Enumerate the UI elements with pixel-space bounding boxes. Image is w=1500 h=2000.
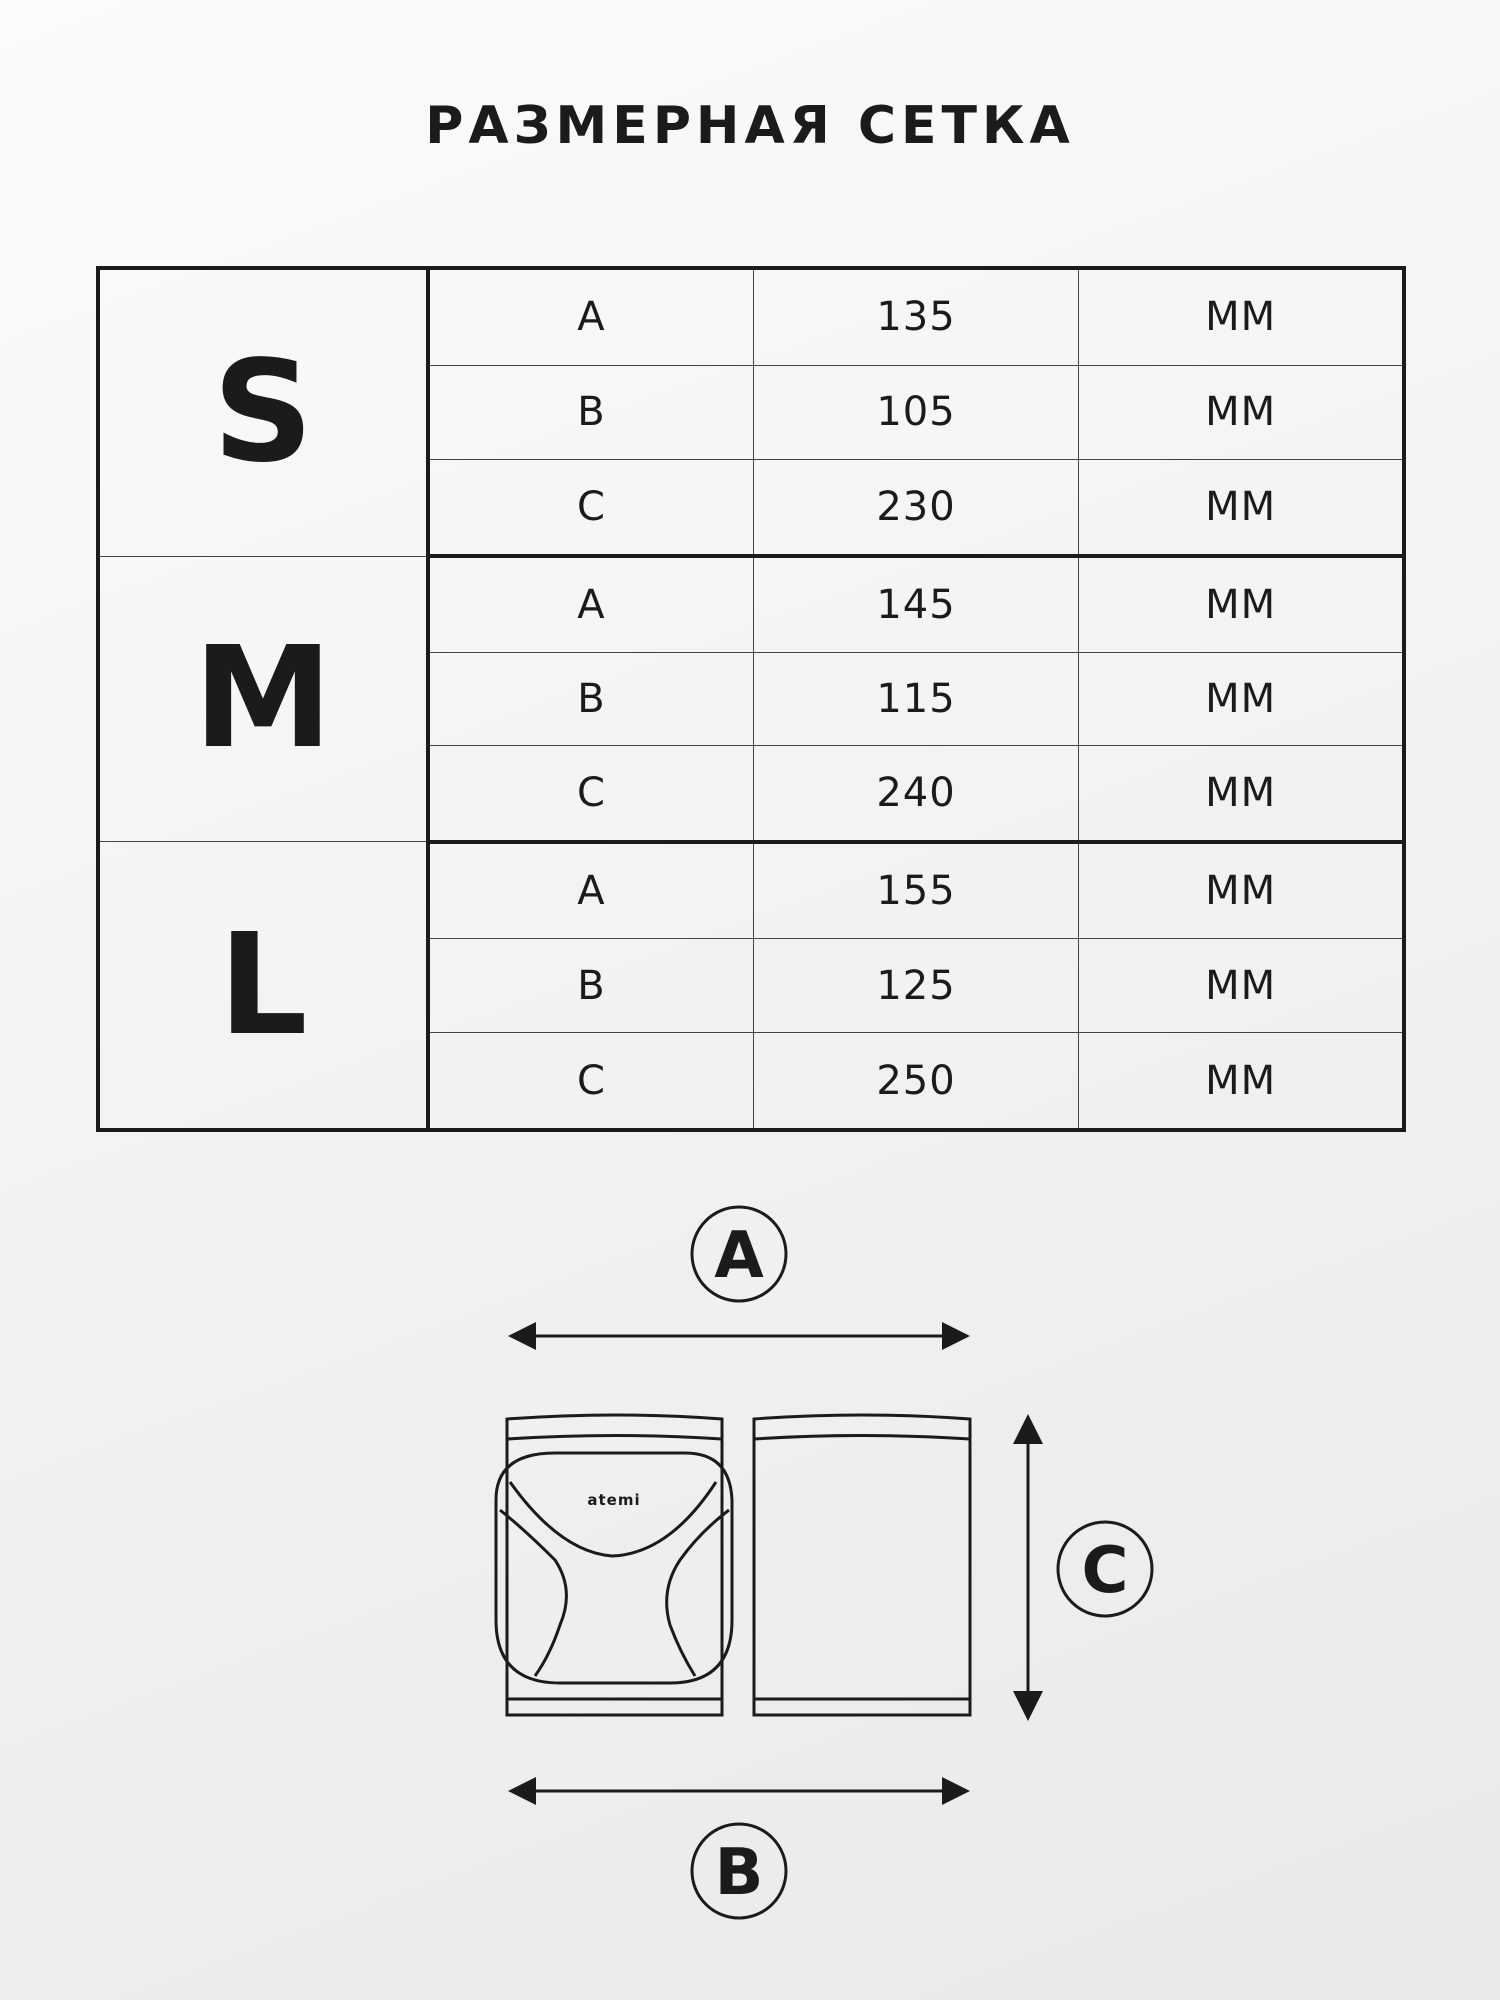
value-cell: 115 — [753, 652, 1078, 745]
dimension-cell: C — [428, 746, 753, 842]
value-cell: 155 — [753, 842, 1078, 939]
arrow-b-right-head — [942, 1777, 970, 1805]
knee-pad-back — [754, 1415, 970, 1715]
knee-pad-diagram — [0, 1180, 1500, 1940]
page-title: РАЗМЕРНАЯ СЕТКА — [425, 96, 1075, 156]
dimension-cell: B — [428, 365, 753, 459]
unit-cell: ММ — [1079, 842, 1404, 939]
value-cell: 240 — [753, 746, 1078, 842]
label-c: C — [1081, 1534, 1129, 1608]
value-cell: 125 — [753, 939, 1078, 1033]
value-cell: 135 — [753, 268, 1078, 365]
table-row — [98, 556, 1404, 652]
unit-cell: ММ — [1079, 459, 1404, 556]
dimension-cell: A — [428, 556, 753, 652]
dimension-cell: B — [428, 939, 753, 1033]
label-b: B — [714, 1836, 764, 1910]
size-label-m: M — [98, 556, 428, 842]
arrow-c-top-head — [1013, 1414, 1043, 1444]
table-row — [98, 268, 1404, 365]
unit-cell: ММ — [1079, 365, 1404, 459]
knee-pad-front — [496, 1415, 732, 1715]
dimension-cell: C — [428, 1033, 753, 1130]
arrow-a-right-head — [942, 1322, 970, 1350]
label-a: A — [714, 1219, 764, 1293]
dimension-cell: C — [428, 459, 753, 556]
dimension-cell: A — [428, 842, 753, 939]
unit-cell: ММ — [1079, 746, 1404, 842]
size-label-s: S — [98, 268, 428, 556]
arrow-a-left-head — [508, 1322, 536, 1350]
unit-cell: ММ — [1079, 652, 1404, 745]
dimension-cell: A — [428, 268, 753, 365]
size-chart-table — [96, 266, 1406, 1132]
unit-cell: ММ — [1079, 556, 1404, 652]
unit-cell: ММ — [1079, 268, 1404, 365]
value-cell: 105 — [753, 365, 1078, 459]
value-cell: 230 — [753, 459, 1078, 556]
table-row — [98, 842, 1404, 939]
arrow-b-left-head — [508, 1777, 536, 1805]
brand-logo: atemi — [587, 1491, 641, 1509]
size-label-l: L — [98, 842, 428, 1130]
unit-cell: ММ — [1079, 939, 1404, 1033]
value-cell: 145 — [753, 556, 1078, 652]
arrow-c-bottom-head — [1013, 1691, 1043, 1721]
unit-cell: ММ — [1079, 1033, 1404, 1130]
dimension-cell: B — [428, 652, 753, 745]
value-cell: 250 — [753, 1033, 1078, 1130]
